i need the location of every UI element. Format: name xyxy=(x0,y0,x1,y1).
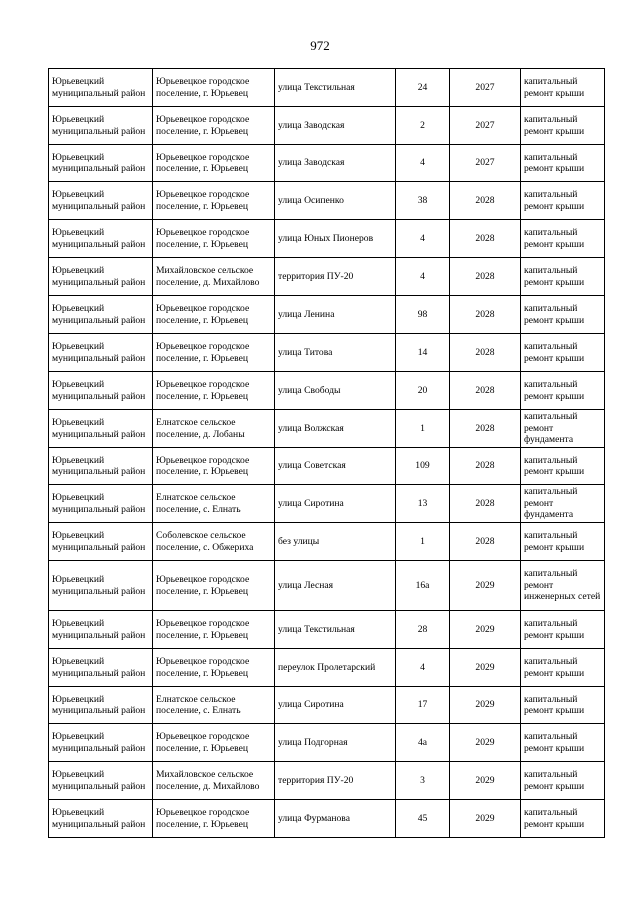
house-number-cell: 20 xyxy=(396,372,450,410)
house-number-cell: 4 xyxy=(396,220,450,258)
street-cell: улица Волжская xyxy=(275,410,396,448)
table-row xyxy=(49,649,605,687)
year-cell: 2029 xyxy=(450,687,521,724)
settlement-cell: Юрьевецкое городское поселение, г. Юрьевец xyxy=(153,800,275,838)
street-cell: территория ПУ-20 xyxy=(275,258,396,296)
year-cell: 2028 xyxy=(450,485,521,523)
district-cell: Юрьевецкий муниципальный район xyxy=(49,182,153,220)
work-type-cell: капитальный ремонт крыши xyxy=(521,69,605,107)
work-type-cell: капитальный ремонт крыши xyxy=(521,687,605,724)
table-row xyxy=(49,800,605,838)
district-cell: Юрьевецкий муниципальный район xyxy=(49,762,153,800)
street-cell: улица Юных Пионеров xyxy=(275,220,396,258)
table-row xyxy=(49,523,605,561)
house-number-cell: 38 xyxy=(396,182,450,220)
year-cell: 2029 xyxy=(450,611,521,649)
year-cell: 2028 xyxy=(450,258,521,296)
street-cell: улица Сиротина xyxy=(275,687,396,724)
district-cell: Юрьевецкий муниципальный район xyxy=(49,372,153,410)
table-row xyxy=(49,145,605,182)
street-cell: улица Подгорная xyxy=(275,724,396,762)
work-type-cell: капитальный ремонт крыши xyxy=(521,334,605,372)
district-cell: Юрьевецкий муниципальный район xyxy=(49,724,153,762)
house-number-cell: 1 xyxy=(396,410,450,448)
year-cell: 2027 xyxy=(450,107,521,145)
settlement-cell: Юрьевецкое городское поселение, г. Юрьевец xyxy=(153,220,275,258)
district-cell: Юрьевецкий муниципальный район xyxy=(49,485,153,523)
house-number-cell: 24 xyxy=(396,69,450,107)
work-type-cell: капитальный ремонт крыши xyxy=(521,182,605,220)
table-row xyxy=(49,687,605,724)
work-type-cell: капитальный ремонт крыши xyxy=(521,800,605,838)
settlement-cell: Юрьевецкое городское поселение, г. Юрьевец xyxy=(153,372,275,410)
district-cell: Юрьевецкий муниципальный район xyxy=(49,69,153,107)
work-type-cell: капитальный ремонт крыши xyxy=(521,649,605,687)
house-number-cell: 16а xyxy=(396,561,450,611)
work-type-cell: капитальный ремонт фундамента xyxy=(521,410,605,448)
house-number-cell: 4 xyxy=(396,649,450,687)
year-cell: 2027 xyxy=(450,145,521,182)
year-cell: 2027 xyxy=(450,69,521,107)
district-cell: Юрьевецкий муниципальный район xyxy=(49,410,153,448)
table-row xyxy=(49,611,605,649)
table-row xyxy=(49,220,605,258)
settlement-cell: Юрьевецкое городское поселение, г. Юрьевец xyxy=(153,69,275,107)
year-cell: 2028 xyxy=(450,220,521,258)
year-cell: 2029 xyxy=(450,649,521,687)
table-row xyxy=(49,410,605,448)
table-row xyxy=(49,724,605,762)
settlement-cell: Елнатское сельское поселение, с. Елнать xyxy=(153,485,275,523)
street-cell: переулок Пролетарский xyxy=(275,649,396,687)
district-cell: Юрьевецкий муниципальный район xyxy=(49,687,153,724)
district-cell: Юрьевецкий муниципальный район xyxy=(49,611,153,649)
settlement-cell: Михайловское сельское поселение, д. Михайлово xyxy=(153,258,275,296)
year-cell: 2029 xyxy=(450,561,521,611)
house-number-cell: 109 xyxy=(396,448,450,485)
repair-schedule-table xyxy=(48,68,605,838)
work-type-cell: капитальный ремонт крыши xyxy=(521,523,605,561)
table-row xyxy=(49,258,605,296)
district-cell: Юрьевецкий муниципальный район xyxy=(49,523,153,561)
district-cell: Юрьевецкий муниципальный район xyxy=(49,561,153,611)
page-number: 972 xyxy=(310,38,330,53)
year-cell: 2028 xyxy=(450,448,521,485)
district-cell: Юрьевецкий муниципальный район xyxy=(49,258,153,296)
street-cell: без улицы xyxy=(275,523,396,561)
settlement-cell: Михайловское сельское поселение, д. Михайлово xyxy=(153,762,275,800)
settlement-cell: Юрьевецкое городское поселение, г. Юрьевец xyxy=(153,448,275,485)
settlement-cell: Елнатское сельское поселение, д. Лобаны xyxy=(153,410,275,448)
table-body xyxy=(49,69,605,838)
street-cell: улица Титова xyxy=(275,334,396,372)
work-type-cell: капитальный ремонт крыши xyxy=(521,145,605,182)
work-type-cell: капитальный ремонт крыши xyxy=(521,107,605,145)
settlement-cell: Соболевское сельское поселение, с. Обжериха xyxy=(153,523,275,561)
house-number-cell: 13 xyxy=(396,485,450,523)
year-cell: 2028 xyxy=(450,334,521,372)
house-number-cell: 1 xyxy=(396,523,450,561)
work-type-cell: капитальный ремонт крыши xyxy=(521,258,605,296)
street-cell: улица Советская xyxy=(275,448,396,485)
street-cell: улица Заводская xyxy=(275,107,396,145)
year-cell: 2028 xyxy=(450,410,521,448)
settlement-cell: Юрьевецкое городское поселение, г. Юрьевец xyxy=(153,334,275,372)
street-cell: улица Текстильная xyxy=(275,69,396,107)
table-row xyxy=(49,448,605,485)
district-cell: Юрьевецкий муниципальный район xyxy=(49,649,153,687)
table-row xyxy=(49,762,605,800)
house-number-cell: 4 xyxy=(396,258,450,296)
year-cell: 2028 xyxy=(450,523,521,561)
house-number-cell: 3 xyxy=(396,762,450,800)
street-cell: улица Лесная xyxy=(275,561,396,611)
work-type-cell: капитальный ремонт крыши xyxy=(521,762,605,800)
house-number-cell: 17 xyxy=(396,687,450,724)
year-cell: 2029 xyxy=(450,800,521,838)
settlement-cell: Юрьевецкое городское поселение, г. Юрьевец xyxy=(153,724,275,762)
table-row xyxy=(49,561,605,611)
year-cell: 2028 xyxy=(450,182,521,220)
house-number-cell: 45 xyxy=(396,800,450,838)
house-number-cell: 2 xyxy=(396,107,450,145)
settlement-cell: Юрьевецкое городское поселение, г. Юрьевец xyxy=(153,611,275,649)
settlement-cell: Юрьевецкое городское поселение, г. Юрьевец xyxy=(153,561,275,611)
work-type-cell: капитальный ремонт инженерных сетей xyxy=(521,561,605,611)
settlement-cell: Юрьевецкое городское поселение, г. Юрьевец xyxy=(153,296,275,334)
table-row xyxy=(49,372,605,410)
year-cell: 2029 xyxy=(450,724,521,762)
district-cell: Юрьевецкий муниципальный район xyxy=(49,296,153,334)
settlement-cell: Юрьевецкое городское поселение, г. Юрьевец xyxy=(153,145,275,182)
district-cell: Юрьевецкий муниципальный район xyxy=(49,800,153,838)
house-number-cell: 98 xyxy=(396,296,450,334)
work-type-cell: капитальный ремонт крыши xyxy=(521,220,605,258)
district-cell: Юрьевецкий муниципальный район xyxy=(49,448,153,485)
settlement-cell: Юрьевецкое городское поселение, г. Юрьевец xyxy=(153,649,275,687)
street-cell: улица Ленина xyxy=(275,296,396,334)
house-number-cell: 4 xyxy=(396,145,450,182)
street-cell: территория ПУ-20 xyxy=(275,762,396,800)
table-row xyxy=(49,334,605,372)
district-cell: Юрьевецкий муниципальный район xyxy=(49,107,153,145)
work-type-cell: капитальный ремонт крыши xyxy=(521,372,605,410)
year-cell: 2029 xyxy=(450,762,521,800)
street-cell: улица Осипенко xyxy=(275,182,396,220)
settlement-cell: Юрьевецкое городское поселение, г. Юрьевец xyxy=(153,182,275,220)
house-number-cell: 28 xyxy=(396,611,450,649)
street-cell: улица Текстильная xyxy=(275,611,396,649)
street-cell: улица Свободы xyxy=(275,372,396,410)
year-cell: 2028 xyxy=(450,296,521,334)
street-cell: улица Фурманова xyxy=(275,800,396,838)
work-type-cell: капитальный ремонт фундамента xyxy=(521,485,605,523)
district-cell: Юрьевецкий муниципальный район xyxy=(49,220,153,258)
house-number-cell: 14 xyxy=(396,334,450,372)
table-row xyxy=(49,296,605,334)
work-type-cell: капитальный ремонт крыши xyxy=(521,296,605,334)
table-row xyxy=(49,107,605,145)
district-cell: Юрьевецкий муниципальный район xyxy=(49,334,153,372)
table-row xyxy=(49,485,605,523)
settlement-cell: Юрьевецкое городское поселение, г. Юрьевец xyxy=(153,107,275,145)
table-row xyxy=(49,69,605,107)
settlement-cell: Елнатское сельское поселение, с. Елнать xyxy=(153,687,275,724)
house-number-cell: 4а xyxy=(396,724,450,762)
street-cell: улица Сиротина xyxy=(275,485,396,523)
table-row xyxy=(49,182,605,220)
district-cell: Юрьевецкий муниципальный район xyxy=(49,145,153,182)
work-type-cell: капитальный ремонт крыши xyxy=(521,724,605,762)
work-type-cell: капитальный ремонт крыши xyxy=(521,448,605,485)
year-cell: 2028 xyxy=(450,372,521,410)
street-cell: улица Заводская xyxy=(275,145,396,182)
work-type-cell: капитальный ремонт крыши xyxy=(521,611,605,649)
